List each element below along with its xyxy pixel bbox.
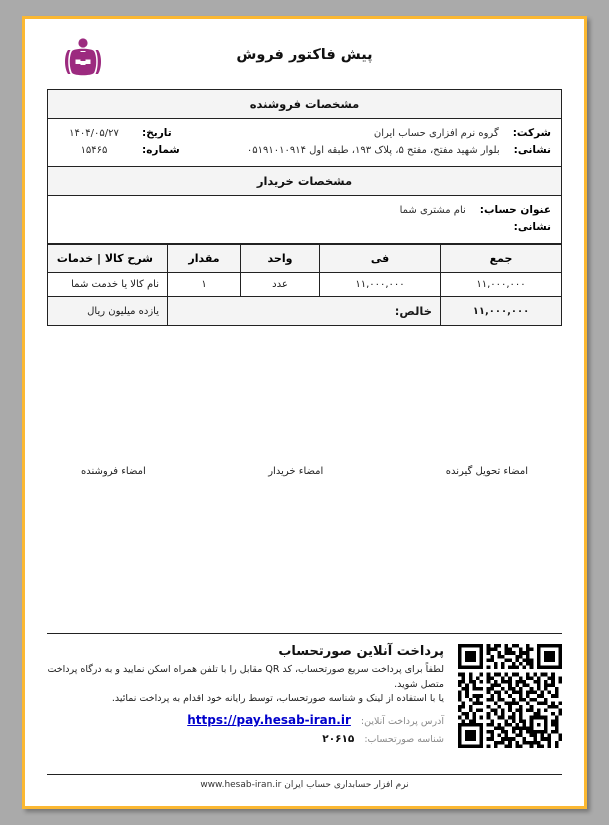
items-table-header-row — [48, 245, 562, 273]
signature-receiver-label: امضاء تحویل گیرنده — [445, 466, 528, 477]
seller-company-row — [58, 125, 551, 142]
invoice-number-value: ۱۵۴۶۵ — [80, 145, 108, 156]
items-table — [47, 244, 562, 326]
buyer-address-label: نشانی: — [513, 221, 551, 233]
seller-section-title: مشخصات فروشنده — [48, 90, 561, 119]
cell-sum: ۱۱,۰۰۰,۰۰۰ — [441, 273, 562, 297]
seller-address-value: بلوار شهید مفتح، مفتح ۵، پلاک ۱۹۳، طبقه اول ۰۵۱۹۱۰۱۰۹۱۴ — [246, 145, 500, 156]
buyer-section — [47, 166, 562, 244]
invoice-id-row — [47, 733, 444, 745]
column-header-description: شرح کالا | خدمات — [48, 245, 168, 273]
payment-title: پرداخت آنلاین صورتحساب — [278, 644, 444, 659]
column-header-unit-price: فی — [320, 245, 441, 273]
payment-url-row — [47, 713, 444, 727]
seller-section — [47, 89, 562, 166]
seller-address-label: نشانی: — [513, 144, 551, 156]
footer-website: www.hesab-iran.ir — [200, 780, 282, 790]
page-footer — [47, 774, 562, 790]
amount-in-words: یازده میلیون ریال — [48, 297, 168, 326]
column-header-quantity: مقدار — [168, 245, 241, 273]
invoice-id-value: ۲۰۶۱۵ — [322, 733, 355, 746]
buyer-account-value: نام مشتری شما — [399, 205, 466, 216]
column-header-unit: واحد — [241, 245, 320, 273]
invoice-date-label: تاریخ: — [142, 127, 172, 139]
cell-unit: عدد — [241, 273, 320, 297]
buyer-account-label: عنوان حساب: — [479, 204, 551, 216]
invoice-id-label: شناسه صورتحساب: — [364, 734, 444, 746]
invoice-date-value: ۱۴۰۴/۰۵/۲۷ — [69, 128, 119, 139]
online-payment-panel — [47, 633, 562, 748]
net-amount-value: ۱۱,۰۰۰,۰۰۰ — [441, 297, 562, 326]
document-title: پیش فاکتور فروش — [236, 47, 373, 63]
seller-company-label: شرکت: — [512, 127, 551, 139]
table-row — [48, 273, 562, 297]
payment-instruction-2: یا با استفاده از لینک و شناسه صورتحساب، توسط رایانه خود اقدام به پرداخت نمائید. — [111, 693, 444, 705]
invoice-number-label: شماره: — [142, 144, 180, 156]
signature-seller-label: امضاء فروشنده — [81, 466, 146, 477]
payment-url-link[interactable]: https://pay.hesab-iran.ir — [187, 713, 351, 728]
seller-company-value: گروه نرم افزاری حساب ایران — [373, 128, 499, 139]
buyer-section-title: مشخصات خریدار — [48, 167, 561, 196]
signature-row — [47, 466, 562, 477]
buyer-account-row — [58, 202, 551, 219]
net-amount-label: خالص: — [168, 297, 441, 326]
total-row — [48, 297, 562, 326]
column-header-sum: جمع — [441, 245, 562, 273]
buyer-address-row — [58, 219, 551, 236]
footer-text: نرم افزار حسابداری حساب ایران — [284, 780, 409, 790]
cell-quantity: ۱ — [168, 273, 241, 297]
qr-code-icon[interactable] — [458, 644, 562, 748]
signature-buyer-label: امضاء خریدار — [268, 466, 324, 477]
payment-instruction-1: لطفاً برای پرداخت سریع صورتحساب، کد QR مقابل را با تلفن همراه اسکن نمایید و به درگاه پرداخت متصل شوید. — [47, 664, 444, 690]
cell-unit-price: ۱۱,۰۰۰,۰۰۰ — [320, 273, 441, 297]
payment-url-label: آدرس پرداخت آنلاین: — [360, 716, 444, 728]
seller-address-row — [58, 142, 551, 159]
masthead — [47, 19, 562, 89]
invoice-page — [22, 16, 587, 809]
cell-description: نام کالا یا خدمت شما — [48, 273, 168, 297]
